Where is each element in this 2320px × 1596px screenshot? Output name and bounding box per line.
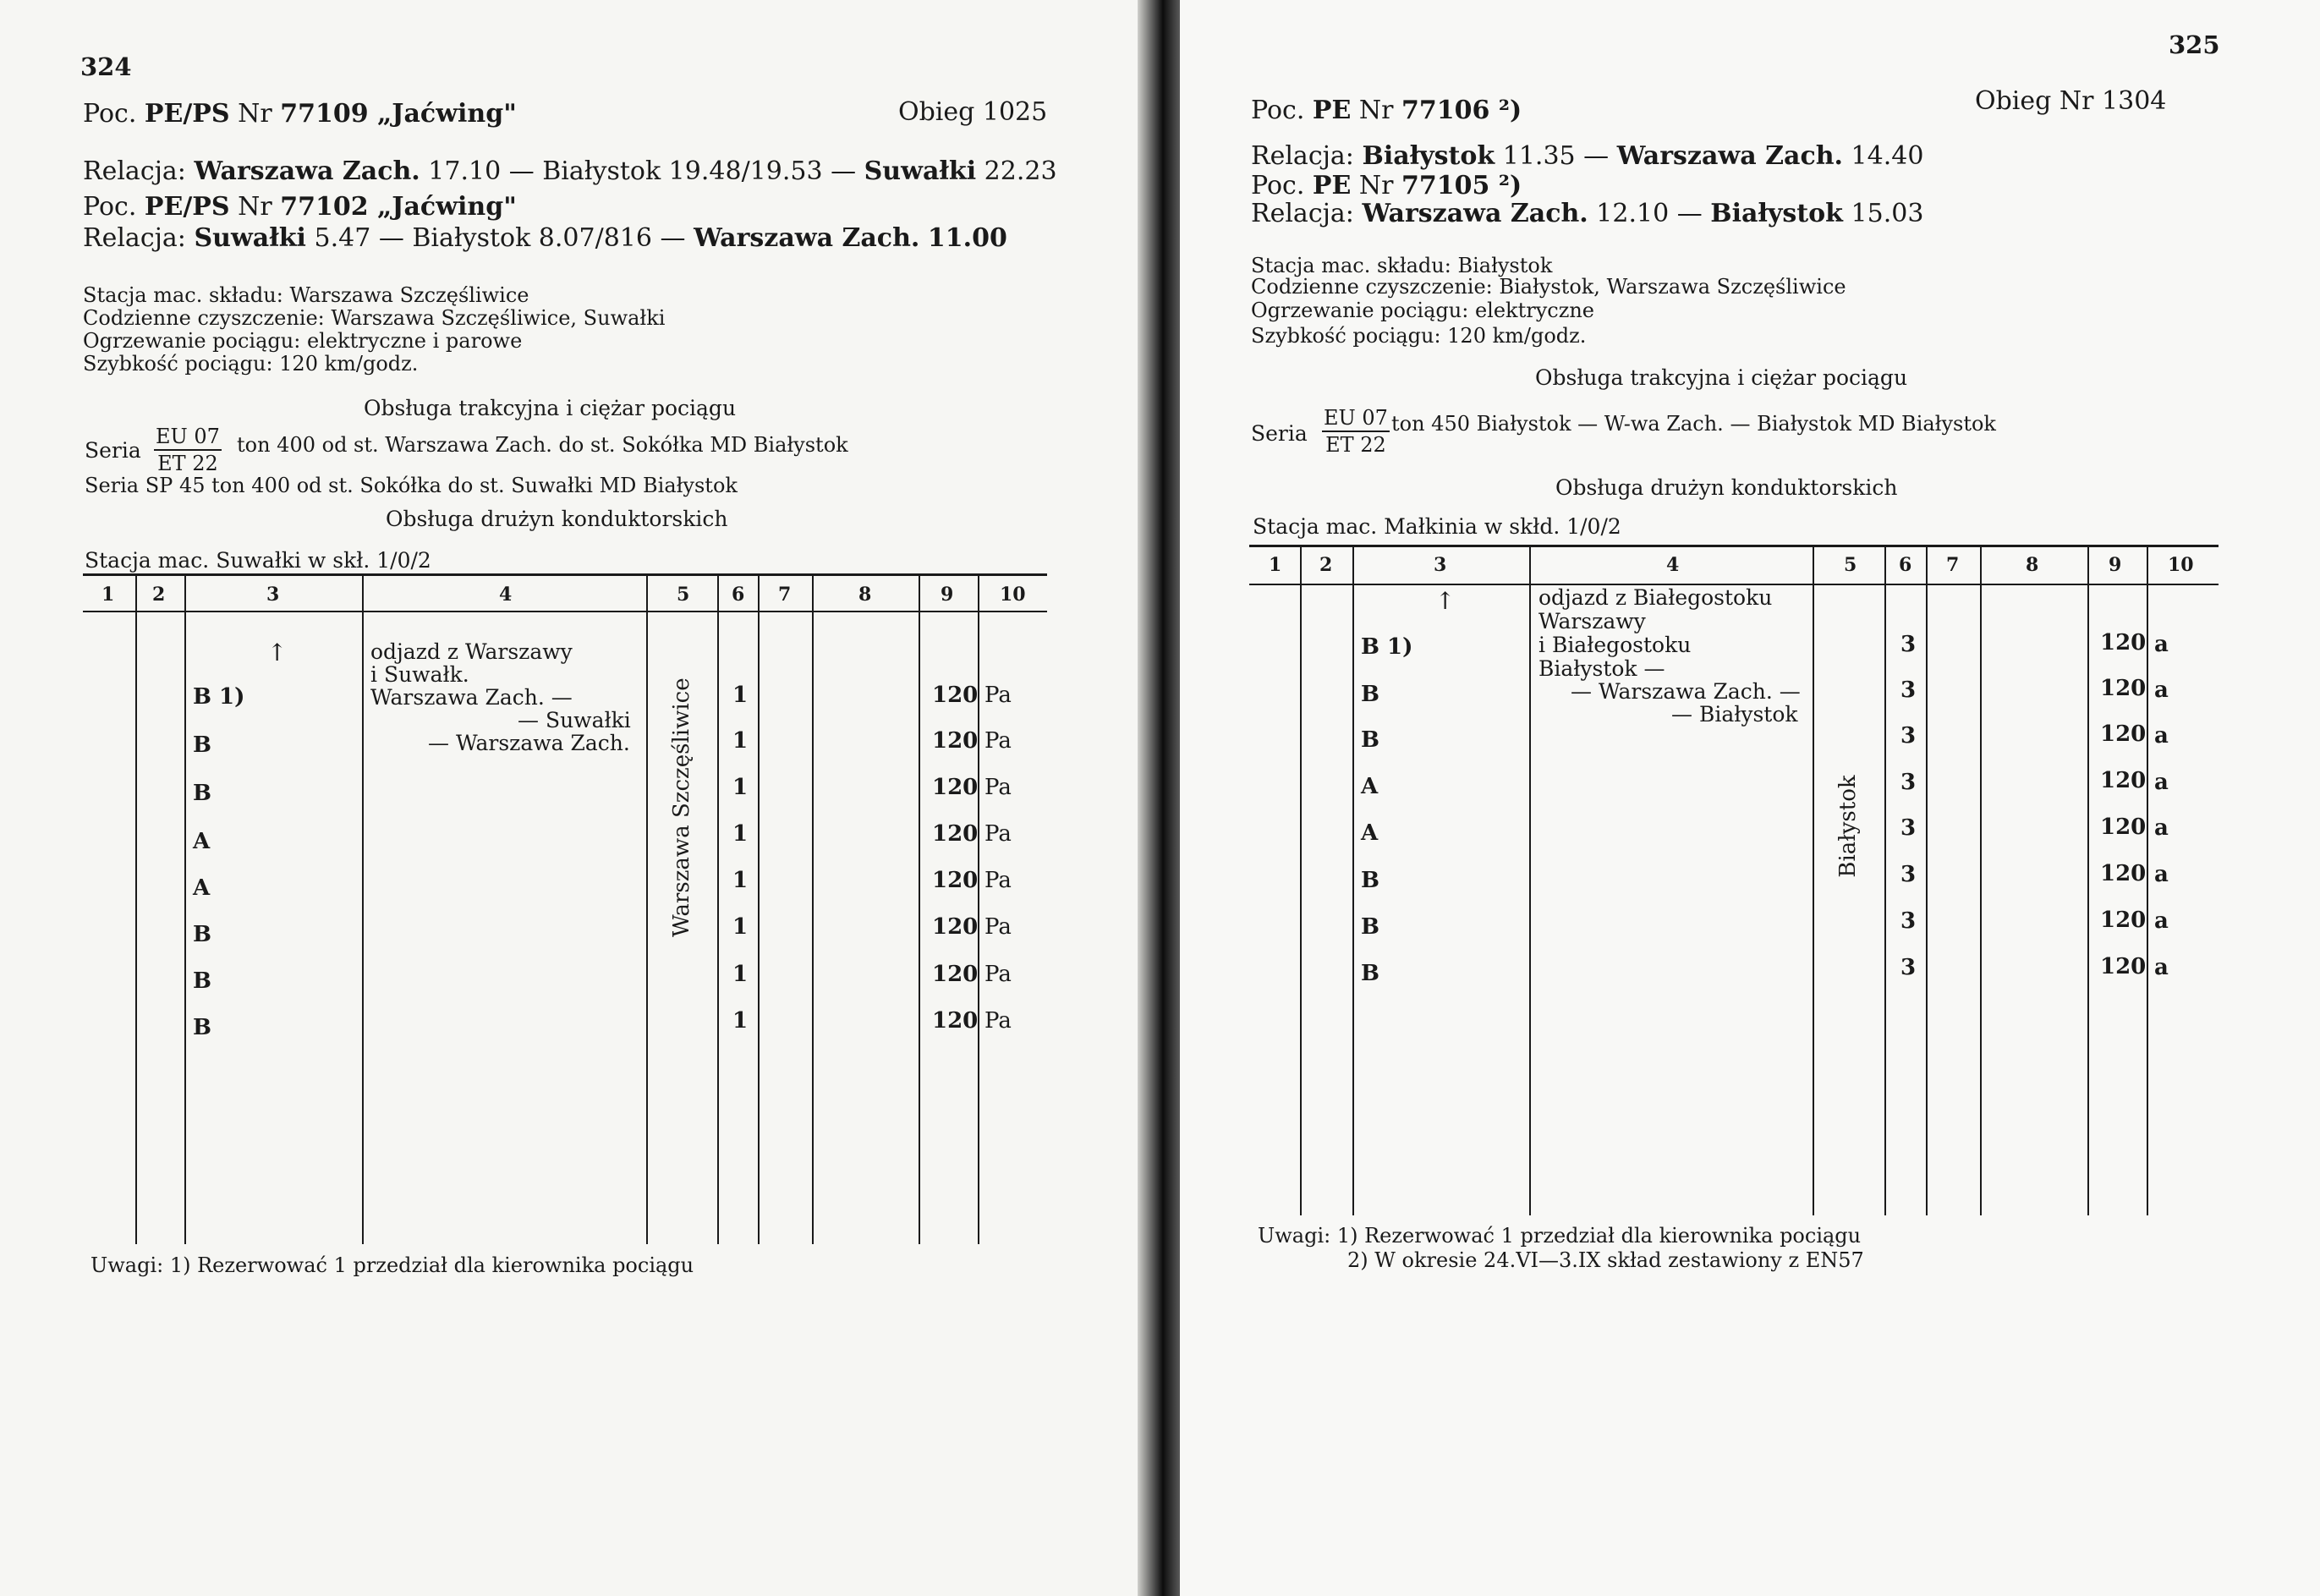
relacja-2: Relacja: Warszawa Zach. 12.10 — Białystok 15.03 xyxy=(1251,199,1924,228)
col-divider xyxy=(646,576,648,1244)
col-divider xyxy=(1352,547,1354,1215)
depot-vertical-label: Białystok xyxy=(1835,775,1861,878)
row-type: a xyxy=(2154,908,2169,934)
row-speed: 120 xyxy=(2100,861,2147,886)
row-speed: 120 xyxy=(2100,954,2147,979)
row-type: a xyxy=(2154,770,2169,795)
col-header: 8 xyxy=(2026,554,2039,576)
col-divider xyxy=(184,576,186,1244)
col-divider xyxy=(2087,547,2089,1215)
row-speed: 120 xyxy=(2100,676,2147,701)
row-class: B 1) xyxy=(1361,634,1413,660)
uwagi-note: 2) W okresie 24.VI—3.IX skład zestawiony z EN57 xyxy=(1347,1248,1864,1272)
col-header: 10 xyxy=(2168,554,2194,576)
row-type: Pa xyxy=(984,962,1012,987)
row-type: Pa xyxy=(984,821,1012,847)
col-divider xyxy=(717,576,719,1244)
row-type: a xyxy=(2154,632,2169,657)
row-speed: 120 xyxy=(932,914,979,940)
row-count: 3 xyxy=(1900,723,1917,749)
row-type: a xyxy=(2154,677,2169,703)
uwagi-note: Uwagi: 1) Rezerwować 1 przedział dla kierownika pociągu xyxy=(90,1253,694,1277)
info-line: Stacja mac. składu: Warszawa Szczęśliwice xyxy=(83,283,529,307)
col-header: 9 xyxy=(2109,554,2122,576)
row-speed: 120 xyxy=(932,683,979,708)
row-count: 3 xyxy=(1900,815,1917,841)
col-header: 1 xyxy=(101,584,115,606)
info-line: Codzienne czyszczenie: Białystok, Warszawa Szczęśliwice xyxy=(1251,275,1846,299)
row-class: B xyxy=(193,781,211,806)
train-heading-2: Poc. PE/PS Nr 77102 „Jaćwing" xyxy=(83,192,517,222)
table-top-rule xyxy=(1249,545,2219,547)
info-line: Stacja mac. składu: Białystok xyxy=(1251,254,1553,277)
col-header: 9 xyxy=(941,584,954,606)
row-class: B xyxy=(193,968,211,994)
seria-label: Seria xyxy=(1251,421,1308,446)
row-type: Pa xyxy=(984,868,1012,893)
col-divider xyxy=(362,576,364,1244)
row-class: A xyxy=(1361,820,1379,846)
obieg-number: Obieg 1025 xyxy=(898,97,1048,127)
left-page xyxy=(0,0,1138,1596)
relacja-1: Relacja: Białystok 11.35 — Warszawa Zach. 14.40 xyxy=(1251,141,1924,171)
col-divider xyxy=(135,576,137,1244)
table-header-rule xyxy=(83,611,1047,612)
up-arrow-icon: ↑ xyxy=(267,639,288,666)
row-speed: 120 xyxy=(932,775,979,800)
col-divider xyxy=(1300,547,1302,1215)
route-line: odjazd z Białegostoku xyxy=(1538,585,1773,610)
row-type: Pa xyxy=(984,775,1012,800)
col-header: 7 xyxy=(778,584,792,606)
col-divider xyxy=(812,576,814,1244)
col-header: 6 xyxy=(732,584,745,606)
row-class: B xyxy=(1361,727,1379,753)
info-line: Ogrzewanie pociągu: elektryczne xyxy=(1251,299,1594,322)
col-header: 7 xyxy=(1946,554,1960,576)
route-line: Białystok — xyxy=(1538,656,1665,681)
train-heading-1: Poc. PE Nr 77106 ²) xyxy=(1251,96,1522,125)
col-header: 10 xyxy=(1000,584,1026,606)
row-count: 1 xyxy=(732,728,749,754)
row-count: 1 xyxy=(732,775,749,800)
seria-label: Seria xyxy=(85,438,141,463)
row-speed: 120 xyxy=(2100,630,2147,655)
page-number: 325 xyxy=(2169,30,2220,59)
col-divider xyxy=(1980,547,1982,1215)
row-class: B xyxy=(1361,868,1379,893)
col-divider xyxy=(1884,547,1886,1215)
route-line: i Suwałk. xyxy=(370,662,469,687)
row-speed: 120 xyxy=(2100,908,2147,933)
row-type: Pa xyxy=(984,728,1012,754)
row-speed: 120 xyxy=(932,962,979,987)
route-line: i Białegostoku xyxy=(1538,633,1692,657)
crew-heading: Obsługa drużyn konduktorskich xyxy=(1555,475,1898,500)
right-page xyxy=(1180,0,2320,1596)
row-class: A xyxy=(193,829,211,854)
route-line: — Warszawa Zach. xyxy=(428,731,630,755)
row-count: 3 xyxy=(1900,908,1917,934)
col-divider xyxy=(1813,547,1814,1215)
row-class: A xyxy=(1361,774,1379,799)
uwagi-note: Uwagi: 1) Rezerwować 1 przedział dla kierownika pociągu xyxy=(1258,1224,1862,1248)
row-class: B xyxy=(193,1015,211,1040)
relacja-1: Relacja: Warszawa Zach. 17.10 — Białystok 19.48/19.53 — Suwałki 22.23 xyxy=(83,156,1057,186)
row-class: B xyxy=(1361,914,1379,940)
obieg-number: Obieg Nr 1304 xyxy=(1975,86,2167,116)
col-header: 4 xyxy=(499,584,513,606)
train-heading-1: Poc. PE/PS Nr 77109 „Jaćwing" xyxy=(83,99,517,129)
route-line: — Suwałki xyxy=(518,708,631,732)
route-line: odjazd z Warszawy xyxy=(370,639,573,664)
row-class: B 1) xyxy=(193,684,245,710)
crew-station: Stacja mac. Suwałki w skł. 1/0/2 xyxy=(85,548,431,573)
traction-heading: Obsługa trakcyjna i ciężar pociągu xyxy=(1535,365,1908,390)
info-line: Szybkość pociągu: 120 km/godz. xyxy=(1251,324,1587,348)
row-count: 1 xyxy=(732,683,749,708)
row-type: a xyxy=(2154,862,2169,887)
row-type: a xyxy=(2154,723,2169,749)
route-line: — Warszawa Zach. — xyxy=(1571,679,1801,704)
row-count: 3 xyxy=(1900,862,1917,887)
row-class: B xyxy=(193,732,211,758)
col-header: 2 xyxy=(152,584,166,606)
row-speed: 120 xyxy=(932,1008,979,1034)
col-header: 8 xyxy=(858,584,872,606)
col-header: 3 xyxy=(266,584,280,606)
seria-fraction: $\frac{EU 07}{ET 22}$ xyxy=(156,425,220,475)
row-speed: 120 xyxy=(2100,768,2147,793)
info-line: Ogrzewanie pociągu: elektryczne i parowe xyxy=(83,329,523,353)
row-type: Pa xyxy=(984,683,1012,708)
col-header: 6 xyxy=(1899,554,1912,576)
col-header: 3 xyxy=(1434,554,1447,576)
col-divider xyxy=(919,576,920,1244)
up-arrow-icon: ↑ xyxy=(1435,587,1456,615)
row-count: 3 xyxy=(1900,770,1917,795)
row-type: Pa xyxy=(984,914,1012,940)
route-line: Warszawa Zach. — xyxy=(370,685,573,710)
row-count: 1 xyxy=(732,821,749,847)
row-type: a xyxy=(2154,815,2169,841)
col-header: 1 xyxy=(1269,554,1282,576)
col-header: 5 xyxy=(677,584,690,606)
col-divider xyxy=(2147,547,2148,1215)
relacja-2: Relacja: Suwałki 5.47 — Białystok 8.07/816 — Warszawa Zach. 11.00 xyxy=(83,223,1007,253)
row-count: 1 xyxy=(732,1008,749,1034)
crew-station: Stacja mac. Małkinia w skłd. 1/0/2 xyxy=(1253,514,1621,539)
row-count: 1 xyxy=(732,962,749,987)
row-speed: 120 xyxy=(932,868,979,893)
row-class: B xyxy=(193,922,211,947)
info-line: Szybkość pociągu: 120 km/godz. xyxy=(83,352,419,376)
col-header: 5 xyxy=(1844,554,1857,576)
col-divider xyxy=(978,576,979,1244)
traction-heading: Obsługa trakcyjna i ciężar pociągu xyxy=(364,396,737,420)
row-speed: 120 xyxy=(2100,721,2147,747)
seria-2: Seria SP 45 ton 400 od st. Sokółka do st. Suwałki MD Białystok xyxy=(85,474,738,497)
seria-text: ton 400 od st. Warszawa Zach. do st. Sokółka MD Białystok xyxy=(237,433,848,457)
train-heading-2: Poc. PE Nr 77105 ²) xyxy=(1251,171,1522,200)
row-count: 3 xyxy=(1900,677,1917,703)
row-count: 3 xyxy=(1900,955,1917,980)
row-count: 1 xyxy=(732,914,749,940)
route-line: — Białystok xyxy=(1671,702,1798,727)
row-class: B xyxy=(1361,961,1379,986)
col-divider xyxy=(1529,547,1531,1215)
row-speed: 120 xyxy=(932,728,979,754)
row-speed: 120 xyxy=(932,821,979,847)
row-count: 1 xyxy=(732,868,749,893)
col-header: 2 xyxy=(1319,554,1333,576)
col-header: 4 xyxy=(1666,554,1680,576)
book-spine xyxy=(1138,0,1180,1596)
page-number: 324 xyxy=(80,52,132,81)
row-class: A xyxy=(193,875,211,901)
crew-heading: Obsługa drużyn konduktorskich xyxy=(386,507,728,531)
info-line: Codzienne czyszczenie: Warszawa Szczęśliwice, Suwałki xyxy=(83,306,666,330)
seria-fraction: $\frac{EU 07}{ET 22}$ xyxy=(1324,406,1388,457)
seria-text: ton 450 Białystok — W-wa Zach. — Białystok MD Białystok xyxy=(1391,412,1996,436)
row-type: Pa xyxy=(984,1008,1012,1034)
route-line: Warszawy xyxy=(1538,609,1646,633)
row-speed: 120 xyxy=(2100,814,2147,840)
row-class: B xyxy=(1361,682,1379,707)
depot-vertical-label: Warszawa Szczęśliwice xyxy=(669,677,694,937)
table-top-rule xyxy=(83,573,1047,576)
col-divider xyxy=(1926,547,1928,1215)
col-divider xyxy=(758,576,760,1244)
row-count: 3 xyxy=(1900,632,1917,657)
row-type: a xyxy=(2154,955,2169,980)
